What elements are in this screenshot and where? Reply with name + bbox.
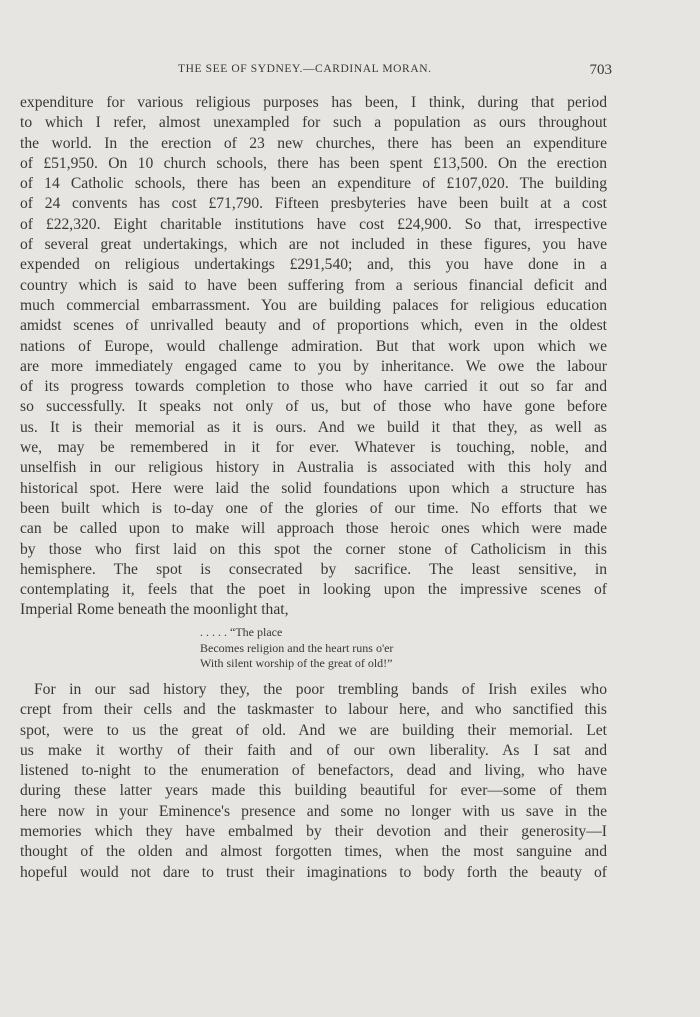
text-line: been built which is to-day one of the glories of our time. No efforts that we: [20, 499, 607, 517]
text-line: of £51,950. On 10 church schools, there has been spent £13,500. On the erection: [20, 154, 607, 172]
text-line: crept from their cells and the taskmaster to labour here, and who sanctified this: [20, 701, 607, 719]
text-line: of several great undertakings, which are not included in these figures, you have: [20, 236, 607, 254]
text-line: during these latter years made this building beautiful for ever—some of them: [20, 782, 607, 800]
paragraph-1: [20, 93, 607, 621]
text-line: thought of the olden and almost forgotten times, when the most sanguine and: [20, 843, 607, 861]
text-line: us. It is their memorial as it is ours. And we build it that they, as well as: [20, 418, 607, 436]
text-line: contemplating it, feels that the poet in looking upon the impressive scenes of: [20, 581, 607, 599]
text-line: For in our sad history they, the poor trembling bands of Irish exiles who: [34, 681, 607, 698]
text-line: expenditure for various religious purposes has been, I think, during that period: [20, 94, 607, 111]
text-line: hemisphere. The spot is consecrated by sacrifice. The least sensitive, in: [20, 560, 607, 578]
text-line: amidst scenes of unrivalled beauty and of proportions which, even in the oldest: [20, 317, 607, 335]
text-line: can be called upon to make will approach those heroic ones which were made: [20, 520, 607, 538]
text-line: us make it worthy of their faith and of our own liberality. As I sat and: [20, 741, 607, 759]
text-line: by those who first laid on this spot the corner stone of Catholicism in this: [20, 540, 607, 558]
text-line: spot, were to us the great of old. And we are building their memorial. Let: [20, 721, 607, 739]
verse-line: . . . . . “The place: [200, 625, 283, 639]
text-line: much commercial embarrassment. You are building palaces for religious education: [20, 296, 607, 314]
text-line: nations of Europe, would challenge admiration. But that work upon which we: [20, 337, 607, 355]
running-title: THE SEE OF SYDNEY.—CARDINAL MORAN.: [178, 63, 432, 75]
verse-quote: [200, 625, 500, 672]
text-line: unselfish in our religious history in Australia is associated with this holy and: [20, 459, 607, 477]
text-line: country which is said to have been suffering from a serious financial deficit and: [20, 276, 607, 294]
text-line: memories which they have embalmed by their devotion and their generosity—I: [20, 823, 607, 841]
text-line: hopeful would not dare to trust their imaginations to body forth the beauty of: [20, 863, 607, 881]
text-line: of £22,320. Eight charitable institutions have cost £24,900. So that, irrespective: [20, 215, 607, 233]
text-line: we, may be remembered in it for ever. Whatever is touching, noble, and: [20, 439, 607, 457]
text-line: historical spot. Here were laid the solid foundations upon which a structure has: [20, 479, 607, 497]
verse-line: Becomes religion and the heart runs o'er: [200, 640, 394, 655]
text-line: listened to-night to the enumeration of benefactors, dead and living, who have: [20, 762, 607, 780]
text-line: are more immediately engaged came to you by inheritance. We owe the labour: [20, 357, 607, 375]
text-line: the world. In the erection of 23 new churches, there has been an expenditure: [20, 134, 607, 152]
paragraph-2: [20, 680, 607, 883]
text-line: here now in your Eminence's presence and some no longer with us save in the: [20, 802, 607, 820]
page-header: [0, 62, 700, 80]
text-line: to which I refer, almost unexampled for such a population as ours throughout: [20, 114, 607, 132]
text-line: expended on religious undertakings £291,540; and, this you have done in a: [20, 256, 607, 274]
text-line: so successfully. It speaks not only of us, but of those who have gone before: [20, 398, 607, 416]
text-line: of 14 Catholic schools, there has been an expenditure of £107,020. The building: [20, 175, 607, 193]
page-number: 703: [589, 62, 612, 78]
text-line: Imperial Rome beneath the moonlight that,: [20, 601, 289, 619]
text-line: of its progress towards completion to those who have carried it out so far and: [20, 378, 607, 396]
text-line: of 24 convents has cost £71,790. Fifteen presbyteries have been built at a cost: [20, 195, 607, 213]
verse-line: With silent worship of the great of old!”: [200, 656, 393, 670]
